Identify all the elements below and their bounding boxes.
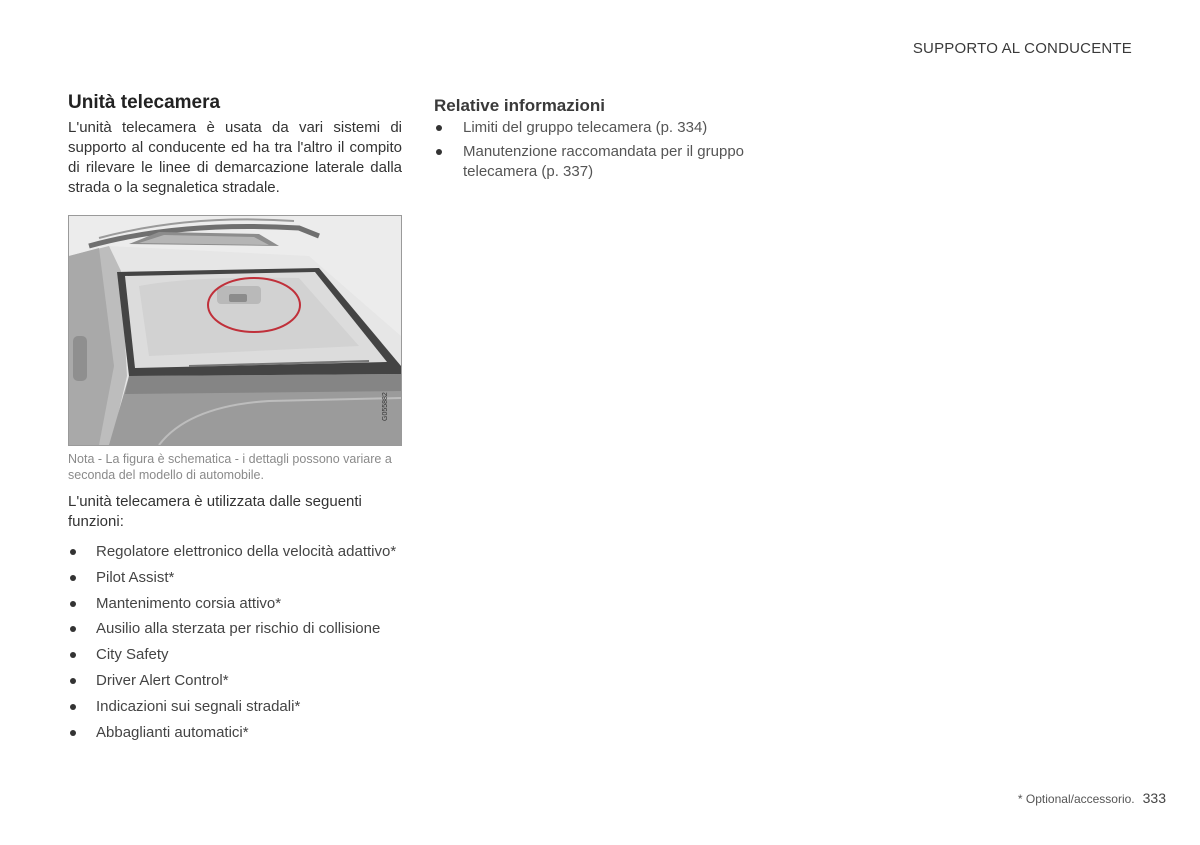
camera-unit-illustration: [68, 215, 402, 446]
footnote: * Optional/accessorio.: [1017, 792, 1135, 806]
list-item: Pilot Assist*: [68, 568, 402, 588]
figure-caption: Nota - La figura è schematica - i dettagli possono variare a seconda del modello di automobile.: [68, 452, 392, 482]
list-item: City Safety: [68, 645, 402, 665]
list-item: Driver Alert Control*: [68, 671, 402, 691]
bullet-icon: [70, 626, 76, 632]
list-item: Abbaglianti automatici*: [68, 723, 402, 743]
page-footer: [1018, 790, 1166, 806]
section-title: Unità telecamera: [68, 92, 221, 113]
chapter-header: SUPPORTO AL CONDUCENTE: [912, 40, 1132, 57]
page-number: 333: [1142, 790, 1166, 806]
bullet-icon: [70, 549, 76, 555]
related-links-list: [434, 118, 764, 182]
list-item: Ausilio alla sterzata per rischio di collisione: [68, 619, 402, 639]
functions-list: [68, 542, 402, 743]
related-info-column: [434, 96, 764, 186]
related-info-title: Relative informazioni: [434, 96, 605, 115]
bullet-icon: [70, 601, 76, 607]
bullet-icon: [436, 125, 442, 131]
functions-intro: L'unità telecamera è utilizzata dalle seguenti funzioni:: [68, 493, 362, 530]
intro-paragraph: L'unità telecamera è usata da vari sistemi di supporto al conducente ed ha tra l'altro il compito di rilevare le linee di demarcazione laterale dalla strada o la segnaletica stradale.: [68, 119, 402, 196]
svg-text:G055882: G055882: [382, 392, 389, 421]
bullet-icon: [70, 575, 76, 581]
bullet-icon: [70, 704, 76, 710]
related-link[interactable]: Manutenzione raccomandata per il gruppo telecamera (p. 337): [434, 142, 764, 182]
main-column: [68, 92, 402, 748]
windshield-camera-figure: [69, 216, 401, 445]
related-link[interactable]: Limiti del gruppo telecamera (p. 334): [434, 118, 764, 138]
list-item: Mantenimento corsia attivo*: [68, 594, 402, 614]
bullet-icon: [70, 678, 76, 684]
list-item: Indicazioni sui segnali stradali*: [68, 697, 402, 717]
bullet-icon: [70, 652, 76, 658]
list-item: Regolatore elettronico della velocità adattivo*: [68, 542, 402, 562]
bullet-icon: [436, 149, 442, 155]
bullet-icon: [70, 730, 76, 736]
